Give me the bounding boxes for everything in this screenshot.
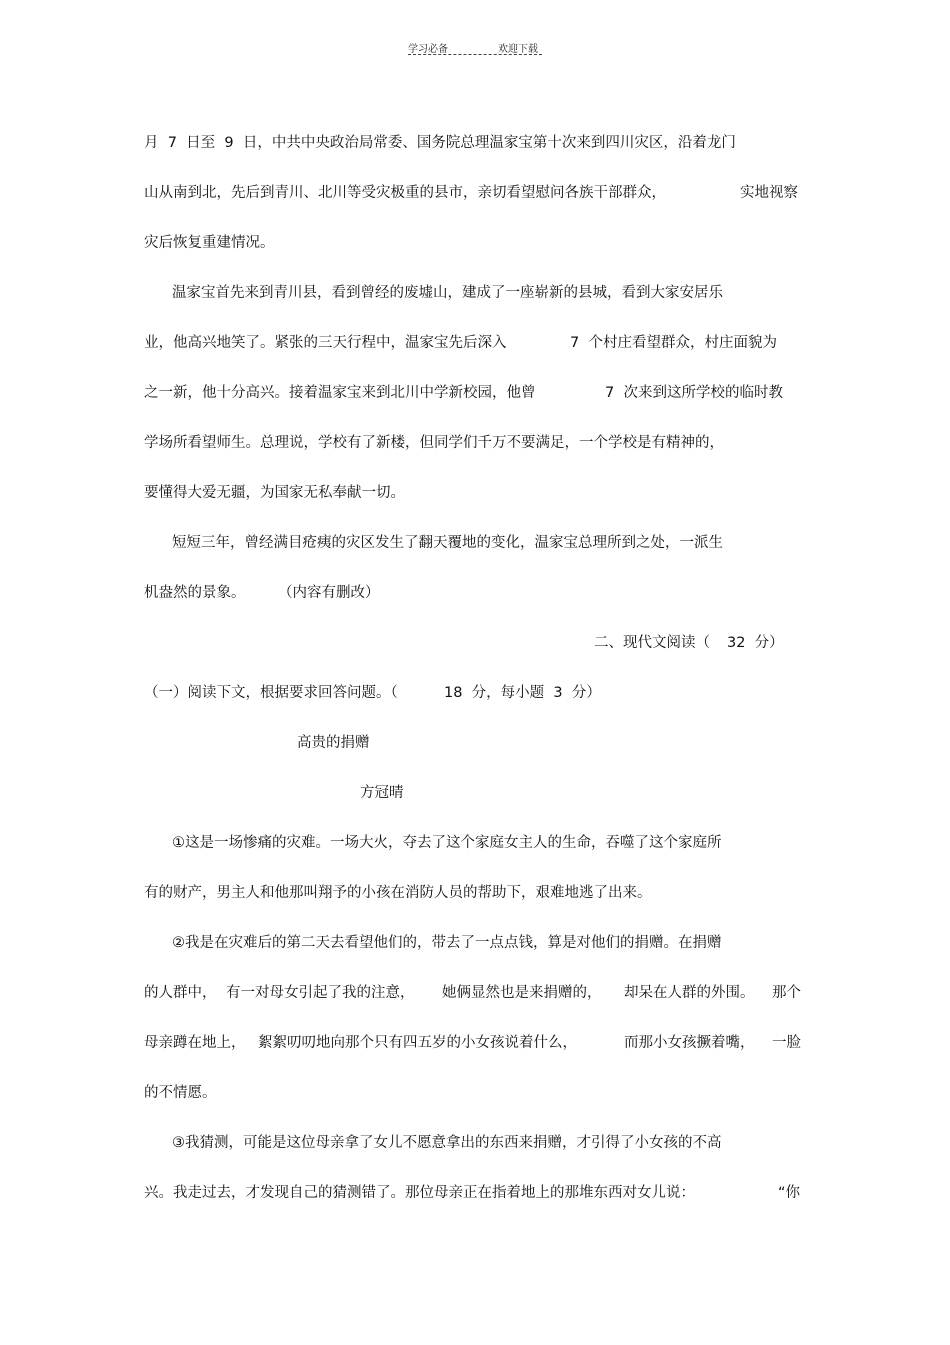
p3-line-1: 短短三年，曾经满目疮痍的灾区发生了翻天覆地的变化，温家宝总理所到之处，一派生 [172, 535, 723, 551]
p1-line-3: 灾后恢复重建情况。 [144, 235, 275, 251]
p1-line-2b: 实地视察 [740, 185, 798, 201]
p2-line-2a: 业，他高兴地笑了。紧张的三天行程中，温家宝先后深入 [144, 335, 507, 351]
reading-instruction-b: 18 分，每小题 3 分） [444, 685, 601, 701]
a2-line-3b: 絮絮叨叨地向那个只有四五岁的小女孩说着什么， [258, 1035, 577, 1051]
a2-line-2e: 那个 [772, 985, 801, 1001]
p3-line-2a: 机盎然的景象。 [144, 585, 246, 601]
a2-line-3d: 一脸 [772, 1035, 801, 1051]
header-left-text: 学习必备 [408, 44, 448, 55]
a2-line-3a: 母亲蹲在地上， [144, 1035, 246, 1051]
section-heading-b: 32 分） [727, 635, 784, 651]
a1-line-1: ①这是一场惨痛的灾难。一场大火，夺去了这个家庭女主人的生命，吞噬了这个家庭所 [172, 835, 722, 851]
p1-line-2a: 山从南到北，先后到青川、北川等受灾极重的县市，亲切看望慰问各族干部群众， [144, 185, 666, 201]
a2-line-2b: 有一对母女引起了我的注意， [226, 985, 415, 1001]
a1-line-2: 有的财产，男主人和他那叫翔予的小孩在消防人员的帮助下，艰难地逃了出来。 [144, 885, 652, 901]
header-right-text: 欢迎下载 [498, 44, 538, 55]
a2-line-2c: 她俩显然也是来捐赠的， [442, 985, 602, 1001]
a3-line-2a: 兴。我走过去，才发现自己的猜测错了。那位母亲正在指着地上的那堆东西对女儿说： [144, 1185, 695, 1201]
a2-line-2a: 的人群中， [144, 985, 217, 1001]
p2-line-1: 温家宝首先来到青川县，看到曾经的废墟山，建成了一座崭新的县城，看到大家安居乐 [172, 285, 723, 301]
a2-line-3c: 而那小女孩撅着嘴， [624, 1035, 755, 1051]
p2-line-5: 要懂得大爱无疆，为国家无私奉献一切。 [144, 485, 405, 501]
section-heading-a: 二、现代文阅读（ [594, 635, 710, 651]
p2-line-4: 学场所看望师生。总理说，学校有了新楼，但同学们千万不要满足，一个学校是有精神的， [144, 435, 724, 451]
reading-instruction-a: （一）阅读下文，根据要求回答问题。（ [144, 685, 398, 701]
article-author: 方冠晴 [360, 785, 404, 801]
p1-line-1: 月 7 日至 9 日，中共中央政治局常委、国务院总理温家宝第十次来到四川灾区，沿着龙门 [144, 135, 736, 151]
article-title: 高贵的捐赠 [297, 735, 370, 751]
a2-line-2d: 却呆在人群的外围。 [624, 985, 755, 1001]
p2-line-2b: 7 个村庄看望群众，村庄面貌为 [570, 335, 777, 351]
a2-line-1: ②我是在灾难后的第二天去看望他们的，带去了一点点钱，算是对他们的捐赠。在捐赠 [172, 935, 722, 951]
header-rule [408, 54, 542, 55]
p2-line-3a: 之一新，他十分高兴。接着温家宝来到北川中学新校园，他曾 [144, 385, 536, 401]
a3-line-1: ③我猜测，可能是这位母亲拿了女儿不愿意拿出的东西来捐赠，才引得了小女孩的不高 [172, 1135, 722, 1151]
p3-line-2b: （内容有删改） [278, 585, 380, 601]
running-header [408, 40, 542, 56]
a2-line-4: 的不情愿。 [144, 1085, 217, 1101]
a3-line-2b: “你 [778, 1185, 801, 1201]
p2-line-3b: 7 次来到这所学校的临时教 [605, 385, 783, 401]
